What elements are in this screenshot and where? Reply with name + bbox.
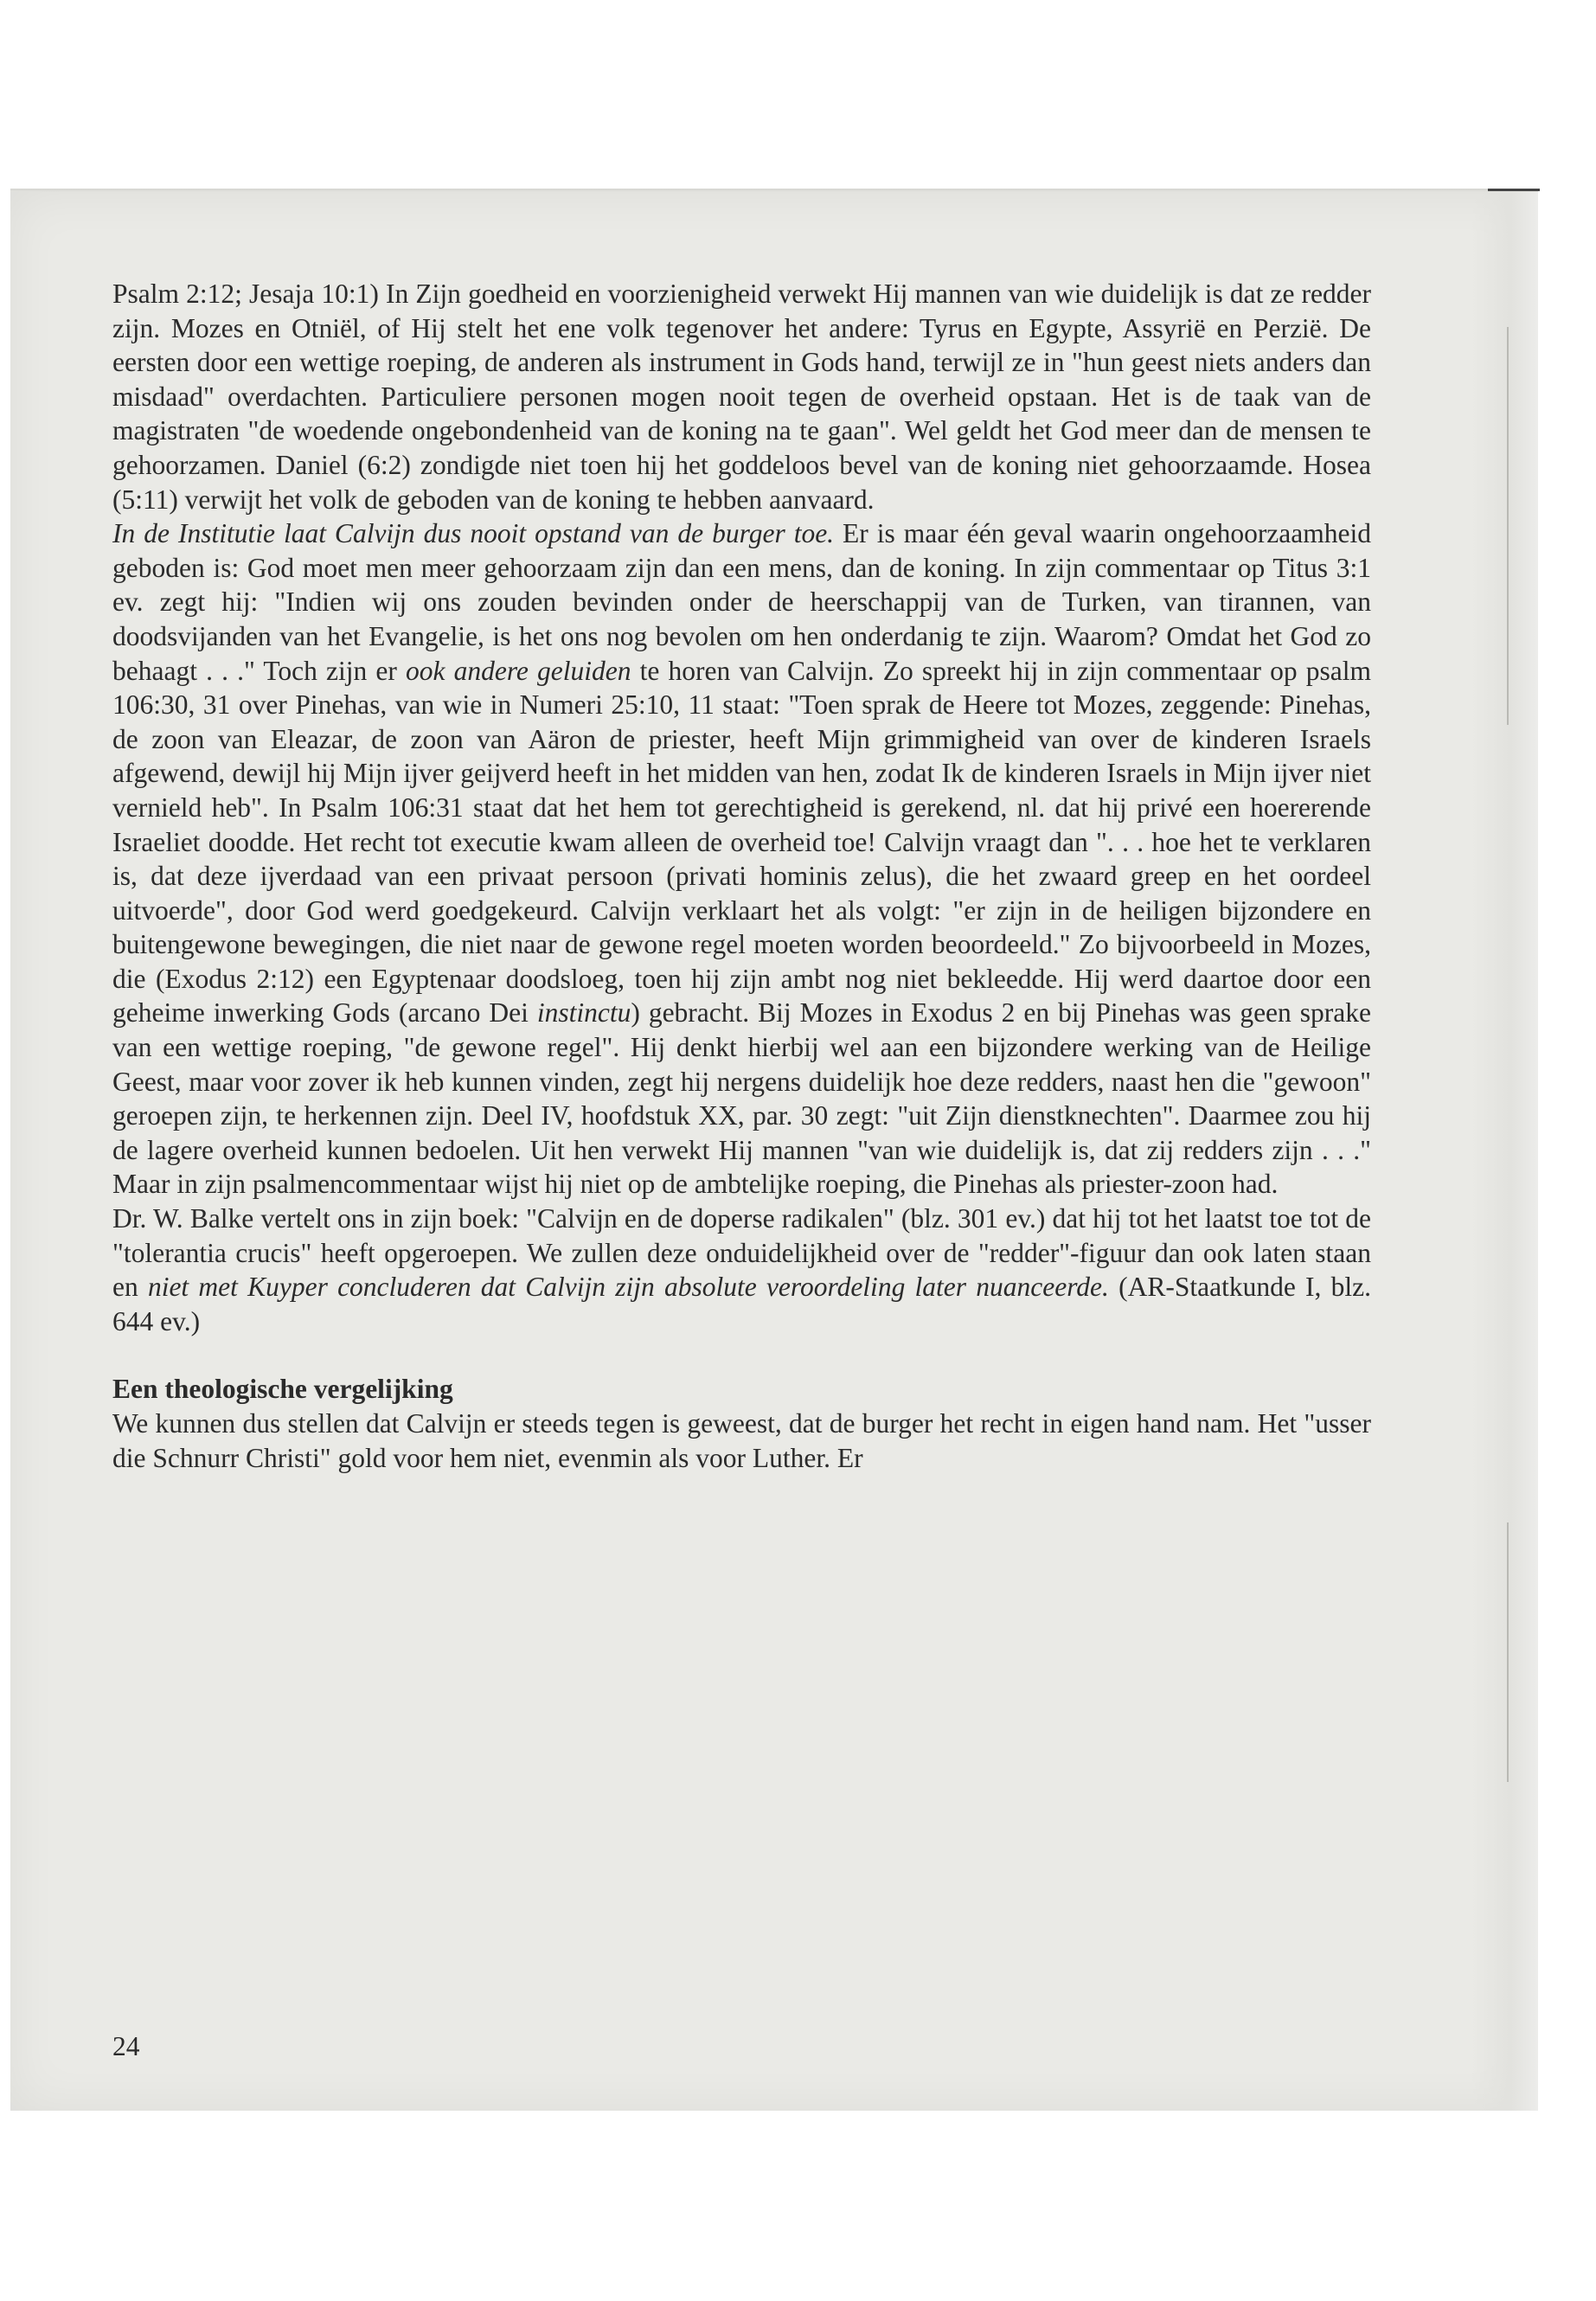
italic-phrase: ook andere geluiden: [406, 655, 631, 686]
paragraph-2-text: Er is maar één geval waarin ongehoorzaamheid geboden is: God moet men meer gehoorzaam zijn dan een mens, dan de koning. In zijn commentaar op Titus 3:1 ev. zegt hij: "Indien wij ons zouden bevinden onder de heerschappij van de Turken, van tirannen, van doodsvijanden van het Evangelie, is het ons nog bevolen om hen onderdanig te zijn. Waarom? Omdat het God zo behaagt . . ." Toch zijn er: [112, 518, 1371, 686]
paragraph-4: We kunnen dus stellen dat Calvijn er steeds tegen is geweest, dat de burger het recht in eigen hand nam. Het "usser die Schnurr Christi" gold voor hem niet, evenmin als voor Luther. Er: [112, 1408, 1371, 1473]
paragraph-2-text: te horen van Calvijn. Zo spreekt hij in zijn commentaar op psalm 106:30, 31 over Pinehas, van wie in Numeri 25:10, 11 staat: "Toen sprak de Heere tot Mozes, zeggende: Pinehas, de zoon van Eleazar, de zoon van Aäron de priester, heeft Mijn grimmigheid van over de kinderen Israels afgewend, dewijl hij Mijn ijver geijverd heeft in het midden van hen, zodat Ik de kinderen Israels in Mijn ijver niet vernield heb". In Psalm 106:31 staat dat het hem tot gerechtigheid is gerekend, nl. dat hij privé een hoererende Israeliet doodde. Het recht tot executie kwam alleen de overheid toe! Calvijn vraagt dan ". . . hoe het te verklaren is, dat deze ijverdaad van een privaat persoon (privati hominis zelus), die het zwaard greep en het oordeel uitvoerde", door God werd goedgekeurd. Calvijn verklaart het als volgt: "er zijn in de heiligen bijzondere en buitengewone bewegingen, die niet naar de gewone regel moeten worden beoordeeld." Zo bijvoorbeeld in Mozes, die (Exodus 2:12) een Egyptenaar doodsloeg, toen hij zijn ambt nog niet bekleedde. Hij werd daartoe door een geheime inwerking Gods (arcano Dei: [112, 655, 1371, 1029]
italic-phrase: In de Institutie laat Calvijn dus nooit opstand van de burger toe.: [112, 518, 835, 549]
paragraph-2: [112, 516, 1371, 1202]
binding-line: [1507, 1522, 1509, 1782]
paragraph-3-text: Dr. W. Balke vertelt ons in zijn boek: "Calvijn en de doperse radikalen" (blz. 301 ev.) dat hij tot het laatst toe tot de "tolerantia crucis" heeft opgeroepen. We zullen deze onduidelijkheid over de "redder"-figuur dan ook laten staan en: [112, 1203, 1371, 1303]
binding-line: [1507, 327, 1509, 725]
next-page-edge: [1488, 189, 1540, 191]
italic-phrase: niet met Kuyper concluderen dat Calvijn zijn absolute veroordeling later nuanceerde.: [147, 1272, 1109, 1303]
paragraph-1: Psalm 2:12; Jesaja 10:1) In Zijn goedheid en voorzienigheid verwekt Hij mannen van wie duidelijk is dat ze redder zijn. Mozes en Otniël, of Hij stelt het ene volk tegenover het andere: Tyrus en Egypte, Assyrië en Perzië. De eersten door een wettige roeping, de anderen als instrument in Gods hand, terwijl ze in "hun geest niets anders dan misdaad" overdachten. Particuliere personen mogen nooit tegen de overheid opstaan. Het is de taak van de magistraten "de woedende ongebondenheid van de koning na te gaan". Wel geldt het God meer dan de mensen te gehoorzamen. Daniel (6:2) zondigde niet toen hij het goddeloos bevel van de koning niet gehoorzaamde. Hosea (5:11) verwijt het volk de geboden van de koning te hebben aanvaard.: [112, 279, 1371, 515]
page-binding-shadow: [1471, 192, 1538, 2111]
section-heading: Een theologische vergelijking: [112, 1374, 453, 1405]
italic-phrase: instinctu: [536, 997, 631, 1029]
page-number: 24: [112, 2031, 140, 2061]
paragraph-3-text: (AR-Staatkunde I, blz. 644 ev.): [112, 1272, 1371, 1336]
body-text: [112, 277, 1371, 1475]
paragraph-3: [112, 1202, 1371, 1338]
paragraph-2-text: ) gebracht. Bij Mozes in Exodus 2 en bij Pinehas was geen sprake van een wettige roeping, "de gewone regel". Hij denkt hierbij wel aan een bijzondere werking van de Heilige Geest, maar voor zover ik heb kunnen vinden, zegt hij nergens duidelijk hoe deze redders, naast hen die "gewoon" geroepen zijn, te herkennen zijn. Deel IV, hoofdstuk XX, par. 30 zegt: "uit Zijn dienstknechten". Daarmee zou hij de lagere overheid kunnen bedoelen. Uit hen verwekt Hij mannen "van wie duidelijk is, dat zij redders zijn . . ." Maar in zijn psalmencommentaar wijst hij niet op de ambtelijke roeping, die Pinehas als priester-zoon had.: [112, 997, 1371, 1200]
